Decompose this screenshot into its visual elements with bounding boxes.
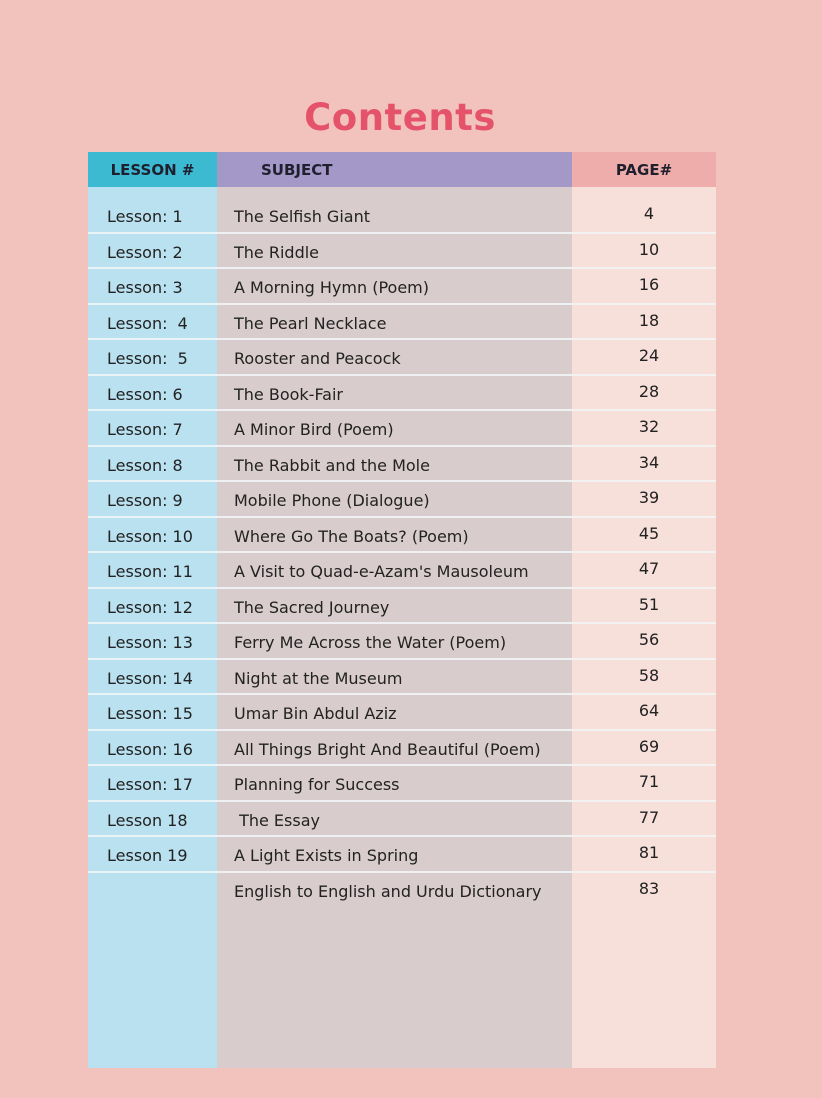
lesson-subject: Rooster and Peacock xyxy=(234,349,401,368)
page-number: 39 xyxy=(638,488,660,507)
table-row xyxy=(88,731,716,767)
lesson-subject: The Riddle xyxy=(234,242,320,262)
lesson-number: Lesson: 6 xyxy=(107,384,183,404)
lesson-subject: The Pearl Necklace xyxy=(234,313,387,333)
lesson-number: Lesson: 17 xyxy=(107,775,193,794)
lesson-subject: Night at the Museum xyxy=(234,668,403,688)
page-number: 64 xyxy=(638,701,660,720)
lesson-number: Lesson: 2 xyxy=(107,242,183,262)
lesson-number: Lesson: 1 xyxy=(107,207,183,226)
page-number: 56 xyxy=(638,630,660,649)
lesson-number: Lesson: 4 xyxy=(107,313,188,333)
lesson-number: Lesson 18 xyxy=(107,810,188,830)
page-number: 16 xyxy=(638,275,660,294)
table-row xyxy=(88,269,716,305)
page-number: 47 xyxy=(638,559,660,578)
lesson-subject: The Essay xyxy=(234,810,320,830)
lesson-subject: The Rabbit and the Mole xyxy=(234,455,430,475)
table-row xyxy=(88,695,716,731)
table-row xyxy=(88,411,716,447)
lesson-subject: Ferry Me Across the Water (Poem) xyxy=(234,633,507,652)
lesson-subject: A Morning Hymn (Poem) xyxy=(234,278,429,297)
page-number: 45 xyxy=(638,523,660,543)
lesson-header: LESSON # xyxy=(88,152,217,187)
table-row xyxy=(88,553,716,589)
subject-header: SUBJECT xyxy=(217,152,572,187)
page-number: 18 xyxy=(638,310,660,330)
lesson-number: Lesson: 5 xyxy=(107,349,188,368)
lesson-number: Lesson: 12 xyxy=(107,597,193,617)
page-number: 32 xyxy=(638,417,660,436)
table-row xyxy=(88,234,716,270)
lesson-subject: A Minor Bird (Poem) xyxy=(234,420,394,439)
lesson-number: Lesson: 11 xyxy=(107,562,193,581)
lesson-number: Lesson: 9 xyxy=(107,491,183,510)
page-number: 71 xyxy=(638,772,660,791)
lesson-number: Lesson 19 xyxy=(107,846,188,865)
page-number: 4 xyxy=(643,204,655,223)
table-row xyxy=(88,873,716,909)
lesson-number: Lesson: 14 xyxy=(107,668,193,688)
page-number: 81 xyxy=(638,843,660,862)
page-number: 83 xyxy=(638,878,660,898)
table-row xyxy=(88,518,716,554)
lesson-subject: The Book-Fair xyxy=(234,384,343,404)
lesson-subject: A Light Exists in Spring xyxy=(234,846,419,865)
lesson-subject: Planning for Success xyxy=(234,775,400,794)
page-number: 28 xyxy=(638,381,660,401)
page-number: 69 xyxy=(638,736,660,756)
lesson-number: Lesson: 10 xyxy=(107,526,193,546)
table-row xyxy=(88,802,716,838)
lesson-subject: The Sacred Journey xyxy=(234,597,390,617)
lesson-number: Lesson: 16 xyxy=(107,739,193,759)
table-row xyxy=(88,589,716,625)
table-row xyxy=(88,837,716,873)
page-number: 58 xyxy=(638,665,660,685)
lesson-subject: The Selfish Giant xyxy=(234,207,370,226)
table-row xyxy=(88,447,716,483)
page-title: Contents xyxy=(304,96,496,139)
table-row xyxy=(88,340,716,376)
lesson-number: Lesson: 13 xyxy=(107,633,193,652)
table-row xyxy=(88,766,716,802)
page-number: 10 xyxy=(638,239,660,259)
lesson-subject: Where Go The Boats? (Poem) xyxy=(234,526,469,546)
lesson-subject: All Things Bright And Beautiful (Poem) xyxy=(234,739,541,759)
page-number: 77 xyxy=(638,807,660,827)
page-number: 51 xyxy=(638,594,660,614)
table-row xyxy=(88,376,716,412)
contents-table xyxy=(88,198,716,908)
lesson-number: Lesson: 15 xyxy=(107,704,193,723)
lesson-subject: Mobile Phone (Dialogue) xyxy=(234,491,430,510)
lesson-subject: A Visit to Quad-e-Azam's Mausoleum xyxy=(234,562,529,581)
page-number: 34 xyxy=(638,452,660,472)
table-row xyxy=(88,660,716,696)
table-row xyxy=(88,624,716,660)
lesson-subject: English to English and Urdu Dictionary xyxy=(234,881,542,901)
lesson-number: Lesson: 3 xyxy=(107,278,183,297)
lesson-subject: Umar Bin Abdul Aziz xyxy=(234,704,397,723)
table-row xyxy=(88,305,716,341)
table-row xyxy=(88,482,716,518)
lesson-number: Lesson: 7 xyxy=(107,420,183,439)
lesson-number: Lesson: 8 xyxy=(107,455,183,475)
page-number: 24 xyxy=(638,346,660,365)
table-row xyxy=(88,198,716,234)
page-header: PAGE# xyxy=(572,152,716,187)
